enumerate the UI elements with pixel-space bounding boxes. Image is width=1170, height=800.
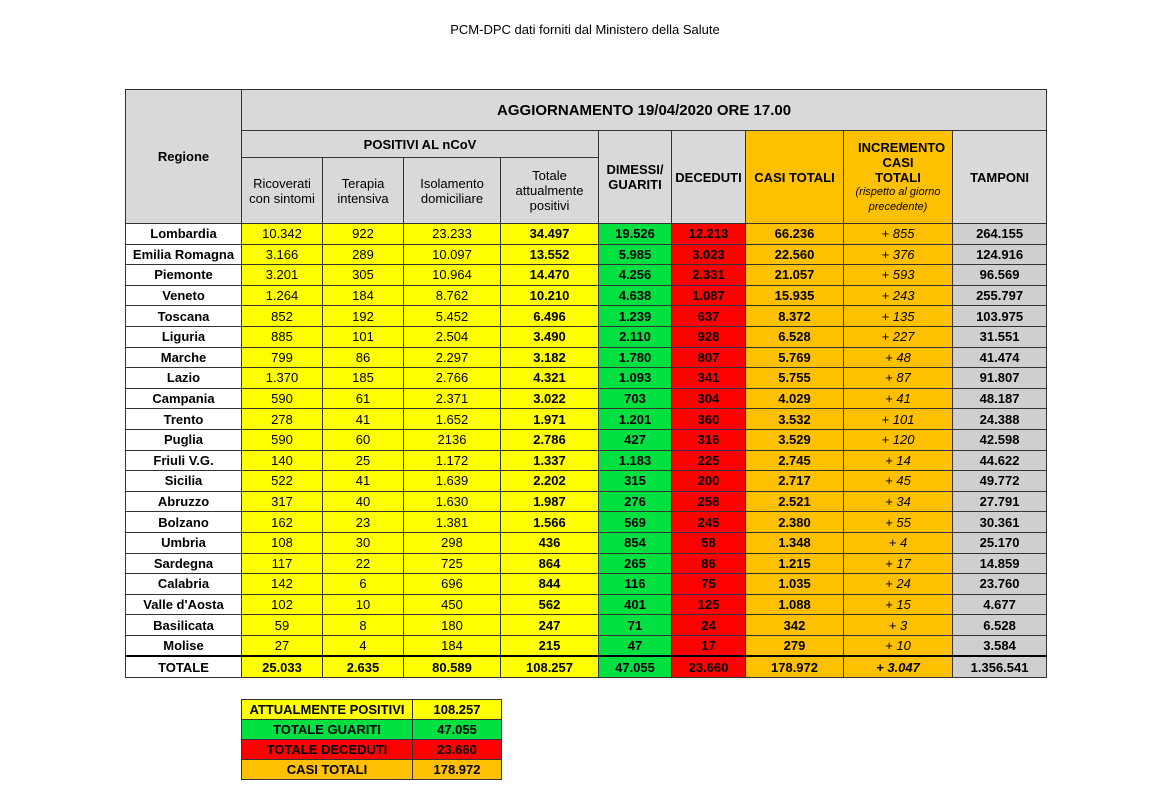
cell-isolamento: 23.233 — [404, 224, 501, 245]
cell-ricoverati: 10.342 — [242, 224, 323, 245]
summary-value: 23.660 — [413, 740, 502, 760]
header-dimessi: DIMESSI/ GUARITI — [599, 131, 672, 224]
cell-totale: 436 — [501, 532, 599, 553]
table-row — [126, 532, 1047, 553]
cell-dimessi: 1.780 — [599, 347, 672, 368]
cell-totale: 562 — [501, 594, 599, 615]
cell-tamponi: 91.807 — [953, 368, 1047, 389]
cell-ricoverati: 522 — [242, 471, 323, 492]
cell-tamponi: 42.598 — [953, 429, 1047, 450]
cell-tamponi: 124.916 — [953, 244, 1047, 265]
cell-ricoverati: 590 — [242, 388, 323, 409]
header-positivi: POSITIVI AL nCoV — [242, 131, 599, 158]
cell-casi: 3.532 — [746, 409, 844, 430]
cell-terapia: 60 — [323, 429, 404, 450]
cell-dimessi: 1.201 — [599, 409, 672, 430]
cell-totale: 1.987 — [501, 491, 599, 512]
cell-terapia: 6 — [323, 574, 404, 595]
cell-incremento: + 120 — [844, 429, 953, 450]
cell-deceduti: 928 — [672, 326, 746, 347]
cell-totale: 864 — [501, 553, 599, 574]
cell-terapia: 185 — [323, 368, 404, 389]
table-row — [126, 224, 1047, 245]
cell-casi: 1.035 — [746, 574, 844, 595]
cell-terapia: 41 — [323, 471, 404, 492]
table-row — [126, 594, 1047, 615]
cell-isolamento: 10.097 — [404, 244, 501, 265]
cell-deceduti: 58 — [672, 532, 746, 553]
cell-terapia: 25 — [323, 450, 404, 471]
cell-casi: 279 — [746, 635, 844, 656]
source-title: PCM-DPC dati forniti dal Ministero della Salute — [450, 22, 720, 37]
cell-totale: 14.470 — [501, 265, 599, 286]
cell-ricoverati: 1.370 — [242, 368, 323, 389]
cell-ricoverati: 3.201 — [242, 265, 323, 286]
cell-incremento: + 243 — [844, 285, 953, 306]
header-isolamento: Isolamento domiciliare — [404, 158, 501, 224]
cell-deceduti: 637 — [672, 306, 746, 327]
cell-terapia: 184 — [323, 285, 404, 306]
cell-isolamento: 2.766 — [404, 368, 501, 389]
cell-terapia: 305 — [323, 265, 404, 286]
cell-incremento: + 135 — [844, 306, 953, 327]
cell-casi: 2.745 — [746, 450, 844, 471]
cell-dimessi: 47.055 — [599, 656, 672, 678]
cell-ricoverati: 25.033 — [242, 656, 323, 678]
cell-incremento: + 3 — [844, 615, 953, 636]
cell-deceduti: 125 — [672, 594, 746, 615]
cell-incremento: + 101 — [844, 409, 953, 430]
table-row — [126, 615, 1047, 636]
cell-tamponi: 264.155 — [953, 224, 1047, 245]
cell-casi: 2.521 — [746, 491, 844, 512]
cell-tamponi: 30.361 — [953, 512, 1047, 533]
cell-deceduti: 258 — [672, 491, 746, 512]
table-total-row — [126, 656, 1047, 678]
table-row — [126, 388, 1047, 409]
cell-tamponi: 24.388 — [953, 409, 1047, 430]
cell-terapia: 41 — [323, 409, 404, 430]
cell-totale: 6.496 — [501, 306, 599, 327]
cell-deceduti: 1.087 — [672, 285, 746, 306]
cell-dimessi: 116 — [599, 574, 672, 595]
cell-casi: 2.380 — [746, 512, 844, 533]
table-row — [126, 553, 1047, 574]
cell-tamponi: 1.356.541 — [953, 656, 1047, 678]
cell-casi: 342 — [746, 615, 844, 636]
cell-casi: 3.529 — [746, 429, 844, 450]
table-row — [126, 306, 1047, 327]
cell-incremento: + 87 — [844, 368, 953, 389]
cell-isolamento: 725 — [404, 553, 501, 574]
cell-incremento: + 4 — [844, 532, 953, 553]
cell-ricoverati: 102 — [242, 594, 323, 615]
cell-ricoverati: 108 — [242, 532, 323, 553]
cell-terapia: 2.635 — [323, 656, 404, 678]
cell-isolamento: 450 — [404, 594, 501, 615]
cell-deceduti: 23.660 — [672, 656, 746, 678]
cell-tamponi: 49.772 — [953, 471, 1047, 492]
cell-totale: 2.202 — [501, 471, 599, 492]
cell-isolamento: 298 — [404, 532, 501, 553]
cell-terapia: 192 — [323, 306, 404, 327]
cell-incremento: + 593 — [844, 265, 953, 286]
summary-label: TOTALE GUARITI — [242, 720, 413, 740]
summary-label: ATTUALMENTE POSITIVI — [242, 700, 413, 720]
cell-incremento: + 855 — [844, 224, 953, 245]
summary-row — [242, 720, 502, 740]
cell-ricoverati: 3.166 — [242, 244, 323, 265]
cell-terapia: 8 — [323, 615, 404, 636]
summary-table — [241, 699, 502, 780]
cell-incremento: + 24 — [844, 574, 953, 595]
cell-incremento: + 15 — [844, 594, 953, 615]
cell-regione: Puglia — [126, 429, 242, 450]
cell-regione: Lombardia — [126, 224, 242, 245]
cell-dimessi: 276 — [599, 491, 672, 512]
cell-isolamento: 1.172 — [404, 450, 501, 471]
cell-regione: Lazio — [126, 368, 242, 389]
cell-terapia: 86 — [323, 347, 404, 368]
cell-isolamento: 1.652 — [404, 409, 501, 430]
summary-label: TOTALE DECEDUTI — [242, 740, 413, 760]
cell-ricoverati: 885 — [242, 326, 323, 347]
cell-casi: 8.372 — [746, 306, 844, 327]
table-row — [126, 471, 1047, 492]
cell-totale: 3.490 — [501, 326, 599, 347]
cell-regione: Friuli V.G. — [126, 450, 242, 471]
table-row — [126, 574, 1047, 595]
table-row — [126, 491, 1047, 512]
cell-ricoverati: 590 — [242, 429, 323, 450]
cell-regione: Sicilia — [126, 471, 242, 492]
cell-isolamento: 5.452 — [404, 306, 501, 327]
cell-casi: 2.717 — [746, 471, 844, 492]
cell-casi: 66.236 — [746, 224, 844, 245]
cell-incremento: + 3.047 — [844, 656, 953, 678]
cell-regione: Bolzano — [126, 512, 242, 533]
cell-isolamento: 180 — [404, 615, 501, 636]
table-body — [126, 224, 1047, 678]
cell-incremento: + 48 — [844, 347, 953, 368]
cell-tamponi: 25.170 — [953, 532, 1047, 553]
header-incremento — [844, 131, 953, 224]
cell-tamponi: 255.797 — [953, 285, 1047, 306]
cell-dimessi: 1.239 — [599, 306, 672, 327]
cell-regione: Abruzzo — [126, 491, 242, 512]
cell-ricoverati: 140 — [242, 450, 323, 471]
cell-deceduti: 807 — [672, 347, 746, 368]
cell-casi: 4.029 — [746, 388, 844, 409]
cell-terapia: 61 — [323, 388, 404, 409]
cell-incremento: + 55 — [844, 512, 953, 533]
cell-isolamento: 2.371 — [404, 388, 501, 409]
cell-totale: 215 — [501, 635, 599, 656]
header-tamponi: TAMPONI — [953, 131, 1047, 224]
cell-tamponi: 6.528 — [953, 615, 1047, 636]
cell-ricoverati: 59 — [242, 615, 323, 636]
header-incremento-label: INCREMENTO CASI TOTALI — [858, 139, 946, 185]
cell-ricoverati: 117 — [242, 553, 323, 574]
table-row — [126, 429, 1047, 450]
cell-regione: Campania — [126, 388, 242, 409]
header-totale-positivi: Totale attualmente positivi — [501, 158, 599, 224]
header-regione: Regione — [126, 90, 242, 224]
cell-incremento: + 45 — [844, 471, 953, 492]
cell-incremento: + 227 — [844, 326, 953, 347]
cell-deceduti: 304 — [672, 388, 746, 409]
table-row — [126, 368, 1047, 389]
cell-incremento: + 14 — [844, 450, 953, 471]
cell-casi: 1.088 — [746, 594, 844, 615]
cell-dimessi: 427 — [599, 429, 672, 450]
cell-deceduti: 225 — [672, 450, 746, 471]
header-incremento-note: (rispetto al giorno precedente) — [855, 185, 941, 213]
cell-deceduti: 12.213 — [672, 224, 746, 245]
cell-casi: 6.528 — [746, 326, 844, 347]
cell-ricoverati: 142 — [242, 574, 323, 595]
summary-label: CASI TOTALI — [242, 760, 413, 780]
cell-casi: 5.769 — [746, 347, 844, 368]
cell-tamponi: 103.975 — [953, 306, 1047, 327]
cell-ricoverati: 162 — [242, 512, 323, 533]
cell-tamponi: 14.859 — [953, 553, 1047, 574]
table-row — [126, 285, 1047, 306]
summary-row — [242, 760, 502, 780]
cell-dimessi: 703 — [599, 388, 672, 409]
cell-totale: 108.257 — [501, 656, 599, 678]
cell-totale: 3.022 — [501, 388, 599, 409]
cell-ricoverati: 27 — [242, 635, 323, 656]
cell-regione: Toscana — [126, 306, 242, 327]
table-row — [126, 635, 1047, 656]
cell-casi: 21.057 — [746, 265, 844, 286]
cell-ricoverati: 317 — [242, 491, 323, 512]
cell-totale: 1.971 — [501, 409, 599, 430]
cell-isolamento: 2136 — [404, 429, 501, 450]
table-row — [126, 326, 1047, 347]
cell-terapia: 922 — [323, 224, 404, 245]
cell-regione: Trento — [126, 409, 242, 430]
cell-incremento: + 17 — [844, 553, 953, 574]
summary-value: 178.972 — [413, 760, 502, 780]
cell-totale: 13.552 — [501, 244, 599, 265]
cell-dimessi: 1.183 — [599, 450, 672, 471]
cell-regione: Umbria — [126, 532, 242, 553]
cell-deceduti: 341 — [672, 368, 746, 389]
table-row — [126, 347, 1047, 368]
cell-isolamento: 1.639 — [404, 471, 501, 492]
header-aggiornamento: AGGIORNAMENTO 19/04/2020 ORE 17.00 — [242, 90, 1047, 131]
cell-dimessi: 1.093 — [599, 368, 672, 389]
cell-deceduti: 75 — [672, 574, 746, 595]
cell-totale: 844 — [501, 574, 599, 595]
header-deceduti: DECEDUTI — [672, 131, 746, 224]
table-row — [126, 244, 1047, 265]
cell-ricoverati: 852 — [242, 306, 323, 327]
cell-ricoverati: 799 — [242, 347, 323, 368]
cell-totale: 10.210 — [501, 285, 599, 306]
cell-regione: Molise — [126, 635, 242, 656]
cell-regione: TOTALE — [126, 656, 242, 678]
cell-tamponi: 3.584 — [953, 635, 1047, 656]
cell-deceduti: 2.331 — [672, 265, 746, 286]
cell-regione: Emilia Romagna — [126, 244, 242, 265]
summary-value: 108.257 — [413, 700, 502, 720]
cell-totale: 1.566 — [501, 512, 599, 533]
cell-isolamento: 696 — [404, 574, 501, 595]
cell-tamponi: 44.622 — [953, 450, 1047, 471]
cell-regione: Piemonte — [126, 265, 242, 286]
cell-incremento: + 34 — [844, 491, 953, 512]
cell-dimessi: 4.638 — [599, 285, 672, 306]
cell-dimessi: 5.985 — [599, 244, 672, 265]
table-row — [126, 512, 1047, 533]
cell-deceduti: 86 — [672, 553, 746, 574]
cell-dimessi: 315 — [599, 471, 672, 492]
table-row — [126, 409, 1047, 430]
cell-incremento: + 376 — [844, 244, 953, 265]
cell-tamponi: 4.677 — [953, 594, 1047, 615]
cell-tamponi: 23.760 — [953, 574, 1047, 595]
cell-casi: 178.972 — [746, 656, 844, 678]
cell-isolamento: 8.762 — [404, 285, 501, 306]
cell-regione: Calabria — [126, 574, 242, 595]
cell-ricoverati: 278 — [242, 409, 323, 430]
summary-value: 47.055 — [413, 720, 502, 740]
cell-isolamento: 10.964 — [404, 265, 501, 286]
cell-totale: 1.337 — [501, 450, 599, 471]
cell-isolamento: 2.297 — [404, 347, 501, 368]
cell-terapia: 22 — [323, 553, 404, 574]
cell-tamponi: 96.569 — [953, 265, 1047, 286]
cell-terapia: 101 — [323, 326, 404, 347]
cell-dimessi: 47 — [599, 635, 672, 656]
cell-totale: 247 — [501, 615, 599, 636]
table-row — [126, 265, 1047, 286]
cell-dimessi: 2.110 — [599, 326, 672, 347]
cell-casi: 5.755 — [746, 368, 844, 389]
summary-row — [242, 700, 502, 720]
cell-incremento: + 41 — [844, 388, 953, 409]
cell-terapia: 40 — [323, 491, 404, 512]
cell-deceduti: 200 — [672, 471, 746, 492]
cell-regione: Valle d'Aosta — [126, 594, 242, 615]
cell-deceduti: 17 — [672, 635, 746, 656]
cell-isolamento: 80.589 — [404, 656, 501, 678]
cell-tamponi: 41.474 — [953, 347, 1047, 368]
cell-totale: 34.497 — [501, 224, 599, 245]
cell-regione: Basilicata — [126, 615, 242, 636]
cell-regione: Sardegna — [126, 553, 242, 574]
cell-dimessi: 4.256 — [599, 265, 672, 286]
cell-incremento: + 10 — [844, 635, 953, 656]
cell-terapia: 4 — [323, 635, 404, 656]
cell-ricoverati: 1.264 — [242, 285, 323, 306]
cell-deceduti: 24 — [672, 615, 746, 636]
cell-regione: Marche — [126, 347, 242, 368]
cell-deceduti: 3.023 — [672, 244, 746, 265]
cell-isolamento: 1.630 — [404, 491, 501, 512]
cell-totale: 3.182 — [501, 347, 599, 368]
cell-casi: 1.348 — [746, 532, 844, 553]
cell-dimessi: 854 — [599, 532, 672, 553]
cell-isolamento: 184 — [404, 635, 501, 656]
cell-deceduti: 316 — [672, 429, 746, 450]
cell-casi: 15.935 — [746, 285, 844, 306]
cell-terapia: 10 — [323, 594, 404, 615]
cell-isolamento: 1.381 — [404, 512, 501, 533]
cell-deceduti: 360 — [672, 409, 746, 430]
cell-dimessi: 265 — [599, 553, 672, 574]
cell-tamponi: 31.551 — [953, 326, 1047, 347]
cell-isolamento: 2.504 — [404, 326, 501, 347]
cell-casi: 1.215 — [746, 553, 844, 574]
cell-casi: 22.560 — [746, 244, 844, 265]
cell-deceduti: 245 — [672, 512, 746, 533]
cell-dimessi: 569 — [599, 512, 672, 533]
cell-totale: 2.786 — [501, 429, 599, 450]
regional-data-table — [125, 89, 1047, 678]
cell-tamponi: 48.187 — [953, 388, 1047, 409]
header-ricoverati: Ricoverati con sintomi — [242, 158, 323, 224]
cell-dimessi: 71 — [599, 615, 672, 636]
cell-regione: Veneto — [126, 285, 242, 306]
table-row — [126, 450, 1047, 471]
cell-tamponi: 27.791 — [953, 491, 1047, 512]
cell-terapia: 30 — [323, 532, 404, 553]
cell-totale: 4.321 — [501, 368, 599, 389]
cell-regione: Liguria — [126, 326, 242, 347]
summary-row — [242, 740, 502, 760]
cell-dimessi: 401 — [599, 594, 672, 615]
cell-dimessi: 19.526 — [599, 224, 672, 245]
header-casi-totali: CASI TOTALI — [746, 131, 844, 224]
cell-terapia: 289 — [323, 244, 404, 265]
cell-terapia: 23 — [323, 512, 404, 533]
header-terapia: Terapia intensiva — [323, 158, 404, 224]
